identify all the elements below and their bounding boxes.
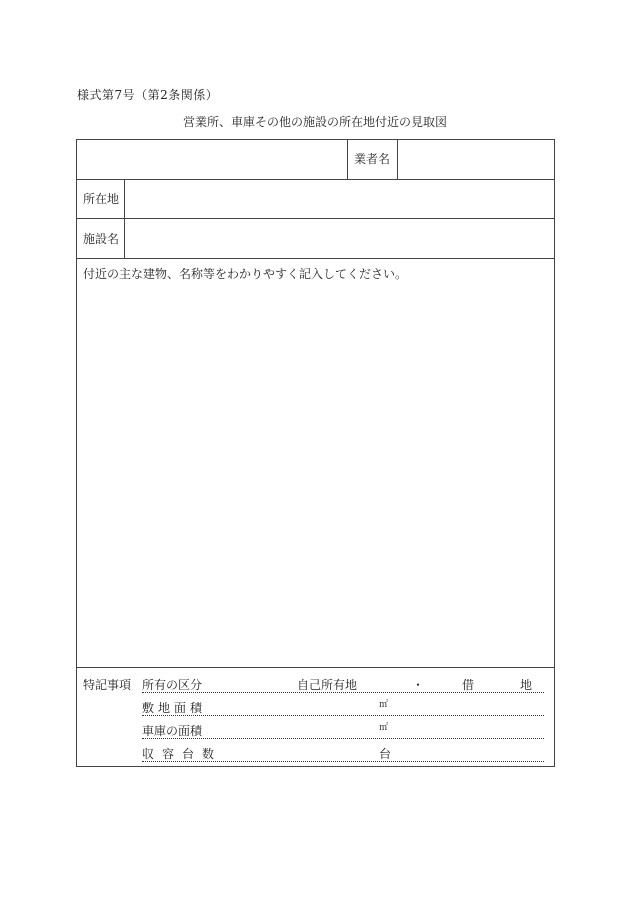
facility-name-label: 施設名 (83, 232, 120, 246)
map-drawing-area[interactable] (77, 259, 554, 666)
site-area-label: 敷地面積 (142, 701, 207, 715)
ownership-row (142, 678, 544, 693)
business-name-field[interactable] (398, 140, 554, 178)
remarks-label: 特記事項 (83, 678, 132, 692)
location-field[interactable] (125, 180, 554, 218)
location-label: 所在地 (83, 192, 120, 206)
capacity-label: 収容台数 (142, 747, 223, 761)
form-frame (76, 139, 555, 767)
garage-area-label: 車庫の面積 (142, 724, 203, 738)
ownership-option-lease-char-2[interactable]: 地 (520, 678, 533, 692)
site-area-row[interactable] (142, 701, 544, 716)
garage-area-row[interactable] (142, 724, 544, 739)
map-instruction: 付近の主な建物、名称等をわかりやすく記入してください。 (83, 267, 408, 281)
site-area-unit: ㎡ (379, 700, 389, 710)
garage-area-unit: ㎡ (379, 723, 389, 733)
row-divider-4 (77, 667, 554, 668)
capacity-row[interactable] (142, 747, 544, 762)
ownership-option-lease-char-1[interactable]: 借 (462, 678, 475, 692)
ownership-separator: ・ (412, 678, 425, 692)
ownership-label: 所有の区分 (142, 678, 203, 692)
business-name-label: 業者名 (354, 152, 391, 166)
ownership-option-own[interactable]: 自己所有地 (297, 678, 358, 692)
form-number: 様式第7号（第2条関係） (77, 88, 219, 102)
divider-business-label-left (347, 140, 348, 179)
facility-name-field[interactable] (125, 219, 554, 257)
form-title: 営業所、車庫その他の施設の所在地付近の見取図 (182, 115, 447, 129)
capacity-unit: 台 (379, 747, 392, 761)
